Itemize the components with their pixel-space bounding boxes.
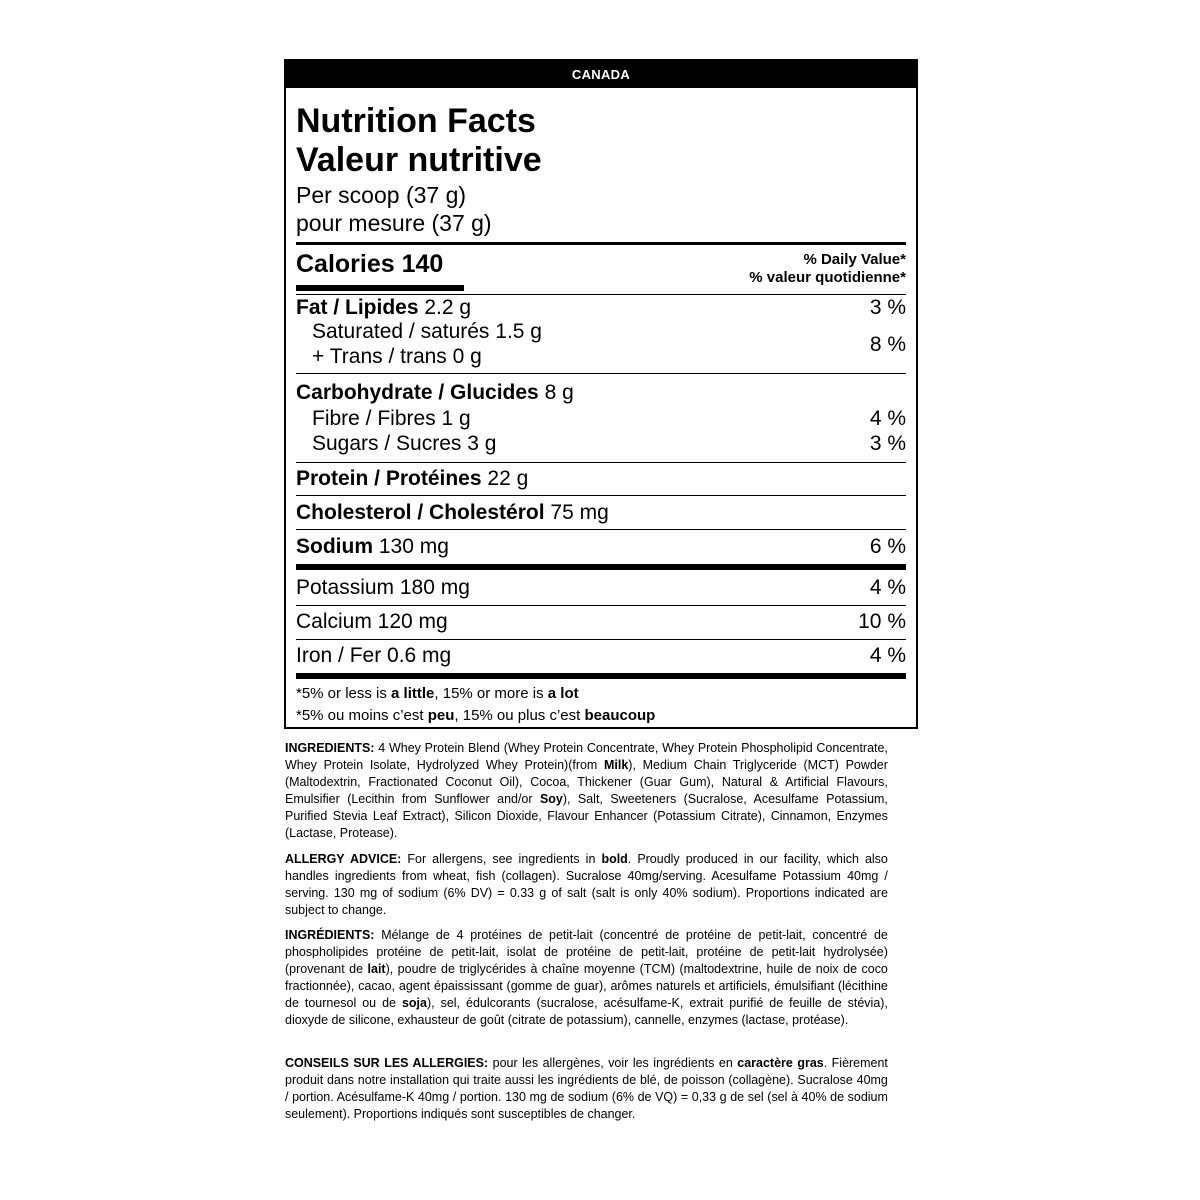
- nutrient-amount: 8 g: [544, 381, 574, 404]
- nutrient-name: Fat / Lipides: [296, 296, 419, 319]
- divider: [296, 462, 906, 463]
- ingredients-english: INGREDIENTS: 4 Whey Protein Blend (Whey Protein Concentrate, Whey Protein Phospholipid Concentrate, Whey Protein Isolate, Hydrolyzed Whey Protein)(from Milk), Medium Chain Triglyceride (MCT) Powder (Maltodextrin, Fractionated Coconut Oil), Cocoa, Thickener (Guar Gum), Natural & Artificial Flavours, Emulsifier (Lecithin from Sunflower and/or Soy), Salt, Sweeteners (Sucralose, Acesulfame Potassium, Purified Stevia Leaf Extract), Silicon Dioxide, Flavour Enhancer (Potassium Citrate), Cinnamon, Enzymes (Lactase, Protease).: [285, 740, 888, 840]
- divider: [296, 605, 906, 606]
- title-french: Valeur nutritive: [296, 141, 542, 179]
- region-banner: CANADA: [286, 61, 916, 88]
- title-english: Nutrition Facts: [296, 102, 536, 140]
- allergy-advice-english: ALLERGY ADVICE: For allergens, see ingredients in bold. Proudly produced in our facility, which also handles ingredients from wheat, fish (collagen). Sucralose 40mg/serving. Acesulfame Potassium 40mg / serving. 130 mg of sodium (6% DV) = 0.33 g of salt (salt is only 40% sodium). Proportions indicated are subject to change.: [285, 851, 888, 917]
- nutrient-dv: 10 %: [858, 610, 906, 633]
- nutrient-name: Sugars / Sucres 3 g: [312, 432, 497, 455]
- nutrient-dv: 4 %: [869, 407, 906, 430]
- nutrient-amount: 22 g: [487, 467, 529, 490]
- footnote-english: *5% or less is a little, 15% or more is a lot: [296, 685, 579, 702]
- thick-divider: [296, 673, 906, 679]
- nutrient-name: Potassium 180 mg: [296, 576, 470, 599]
- nutrient-amount: 2.2 g: [424, 296, 472, 319]
- thick-divider: [296, 564, 906, 570]
- nutrient-name: Saturated / saturés 1.5 g: [312, 320, 542, 343]
- divider: [296, 639, 906, 640]
- nutrient-dv: 4 %: [869, 644, 906, 667]
- divider: [296, 529, 906, 530]
- nutrient-name: Iron / Fer 0.6 mg: [296, 644, 452, 667]
- calories-value: 140: [401, 250, 444, 278]
- nutrient-dv: 8 %: [869, 333, 906, 356]
- nutrient-name: Sodium: [296, 535, 373, 558]
- nutrient-dv: 4 %: [869, 576, 906, 599]
- daily-value-header-french: % valeur quotidienne*: [749, 269, 906, 286]
- nutrient-name: + Trans / trans 0 g: [312, 345, 482, 368]
- serving-size-english: Per scoop (37 g): [296, 182, 467, 208]
- nutrient-dv: 3 %: [869, 432, 906, 455]
- divider: [296, 495, 906, 496]
- nutrient-name: Carbohydrate / Glucides: [296, 381, 539, 404]
- allergy-advice-french: CONSEILS SUR LES ALLERGIES: pour les allergènes, voir les ingrédients en caractère gras. Fièrement produit dans notre installation qui traite aussi les ingrédients de blé, de poisson (collagène). Sucralose 40mg / portion. Acésulfame-K 40mg / portion. 130 mg de sodium (6% de VQ) = 0,33 g de sel (sel à 40% de sodium seulement). Proportions indiqués sont susceptibles de changer.: [285, 1055, 888, 1121]
- nutrient-name: Calcium 120 mg: [296, 610, 448, 633]
- divider: [296, 373, 906, 374]
- calories-label: Calories: [296, 250, 395, 278]
- nutrient-dv: 3 %: [869, 296, 906, 319]
- nutrition-facts-panel: [284, 59, 918, 729]
- nutrient-name: Cholesterol / Cholestérol: [296, 501, 545, 524]
- calories-underline: [296, 285, 464, 291]
- calories: [296, 249, 443, 279]
- nutrient-name: Protein / Protéines: [296, 467, 482, 490]
- serving-size-french: pour mesure (37 g): [296, 210, 492, 236]
- nutrient-amount: 75 mg: [550, 501, 609, 524]
- nutrient-amount: 130 mg: [378, 535, 449, 558]
- ingredients-french: INGRÉDIENTS: Mélange de 4 protéines de petit-lait (concentré de protéine de petit-lait, concentré de phospholipides protéine de petit-lait, isolat de protéine de petit-lait, protéine de petit-lait hydrolysée) (provenant de lait), poudre de triglycérides à chaîne moyenne (TCM) (maltodextrine, huile de noix de coco fractionnée), cacao, agent épaississant (gomme de guar), arômes naturels et artificiels, émulsifiant (lécithine de tournesol ou de soja), sel, édulcorants (sucralose, acésulfame-K, extrait purifié de feuille de stévia), dioxyde de silicone, exhausteur de goût (citrate de potassium), cannelle, enzymes (lactase, protéase).: [285, 927, 888, 1027]
- footnote-french: *5% ou moins c’est peu, 15% ou plus c’est beaucoup: [296, 707, 656, 724]
- divider: [296, 242, 906, 245]
- nutrient-name: Fibre / Fibres 1 g: [312, 407, 471, 430]
- nutrient-dv: 6 %: [869, 535, 906, 558]
- daily-value-header-english: % Daily Value*: [803, 251, 906, 268]
